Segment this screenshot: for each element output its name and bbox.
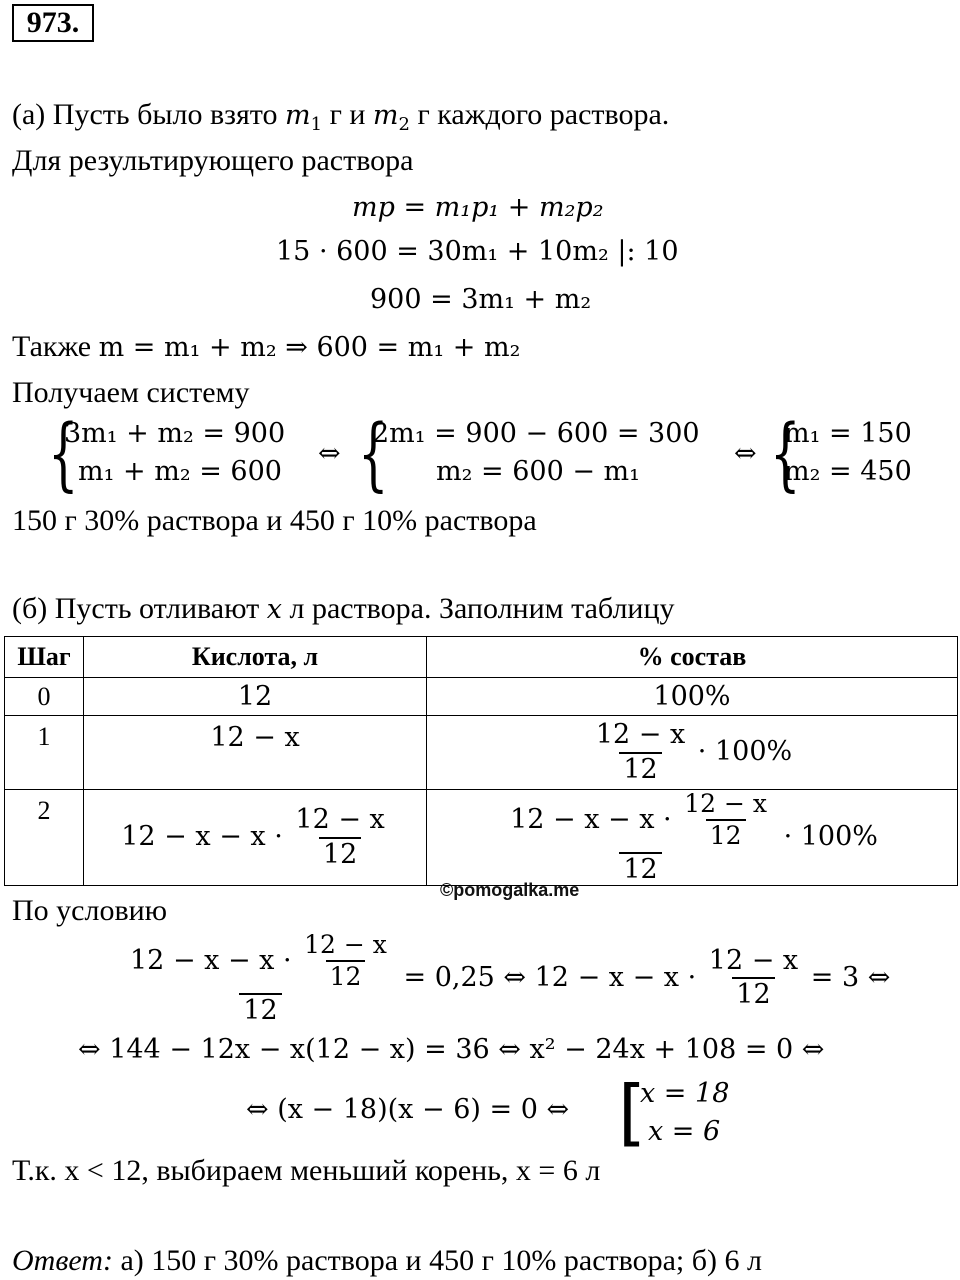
part-a-result: 150 г 30% раствора и 450 г 10% раствора [12, 504, 537, 537]
condition-equation-3: ⇔ (x − 18)(x − 6) = 0 ⇔ [246, 1094, 570, 1125]
part-a-intro: (а) Пусть было взято $m_1$ г и $m_2$ г каждого раствора. [12, 98, 670, 135]
cell-percent: 12 − x − x · $\frac{12 - x}{12}$ 12 · 100% [427, 790, 958, 886]
equiv-symbol-2: ⇔ [734, 438, 757, 469]
condition-equation-2: ⇔ 144 − 12x − x(12 − x) = 36 ⇔ x² − 24x + 108 = 0 ⇔ [78, 1034, 825, 1065]
equiv-symbol-1: ⇔ [318, 438, 341, 469]
system-3-line-2: m₂ = 450 [784, 456, 912, 487]
header-step: Шаг [5, 637, 84, 678]
choose-root: Т.к. x < 12, выбираем меньший корень, x = 6 л [12, 1154, 601, 1187]
answer: Ответ: а) 150 г 30% раствора и 450 г 10% раствора; б) 6 л [12, 1244, 762, 1277]
cell-percent: $\frac{12 - x}{12}$ · 100% [427, 716, 958, 790]
table-row [5, 678, 958, 716]
system-3-line-1: m₁ = 150 [784, 418, 912, 449]
condition-equation-1: 12 − x − x · $\frac{12 - x}{12}$ 12 = 0,25 ⇔ 12 − x − x · $\frac{12 - x}{12}$ = 3 ⇔ [130, 930, 891, 1026]
equation-simplified: 900 = 3m₁ + m₂ [370, 284, 592, 315]
cell-step: 2 [5, 790, 84, 886]
header-percent: % состав [427, 637, 958, 678]
cell-percent: 100% [427, 678, 958, 716]
cell-acid: 12 [84, 678, 427, 716]
brace-system-2: { [358, 407, 389, 500]
cell-step: 1 [5, 716, 84, 790]
system-2-line-1: 2m₁ = 900 − 600 = 300 [372, 418, 700, 449]
root-2: x = 6 [648, 1116, 721, 1147]
table-row [5, 790, 958, 886]
part-b-intro: (б) Пусть отливают x л раствора. Заполним таблицу [12, 592, 675, 625]
result-label: Для результирующего раствора [12, 144, 414, 177]
cell-acid: 12 − x − x · $\frac{12 - x}{12}$ [84, 790, 427, 886]
system-1-line-2: m₁ + m₂ = 600 [78, 456, 282, 487]
brace-system-3: { [770, 407, 801, 500]
cell-step: 0 [5, 678, 84, 716]
equation-mass-balance: mp = m₁p₁ + m₂p₂ [352, 192, 604, 223]
system-1-line-1: 3m₁ + m₂ = 900 [64, 418, 286, 449]
root-1: x = 18 [640, 1078, 730, 1109]
table-row [5, 716, 958, 790]
problem-number: 973. [12, 4, 94, 42]
condition-label: По условию [12, 894, 168, 927]
steps-table [4, 636, 958, 886]
also-line: Также m = m₁ + m₂ ⇒ 600 = m₁ + m₂ [12, 330, 521, 363]
cell-acid: 12 − x [84, 716, 427, 790]
system-2-line-2: m₂ = 600 − m₁ [436, 456, 640, 487]
system-label: Получаем систему [12, 376, 250, 409]
square-bracket: [ [618, 1070, 647, 1154]
equation-substituted: 15 · 600 = 30m₁ + 10m₂ |: 10 [276, 236, 679, 267]
brace-system-1: { [48, 407, 79, 500]
header-acid: Кислота, л [84, 637, 427, 678]
watermark: ©pomogalka.me [440, 880, 580, 900]
